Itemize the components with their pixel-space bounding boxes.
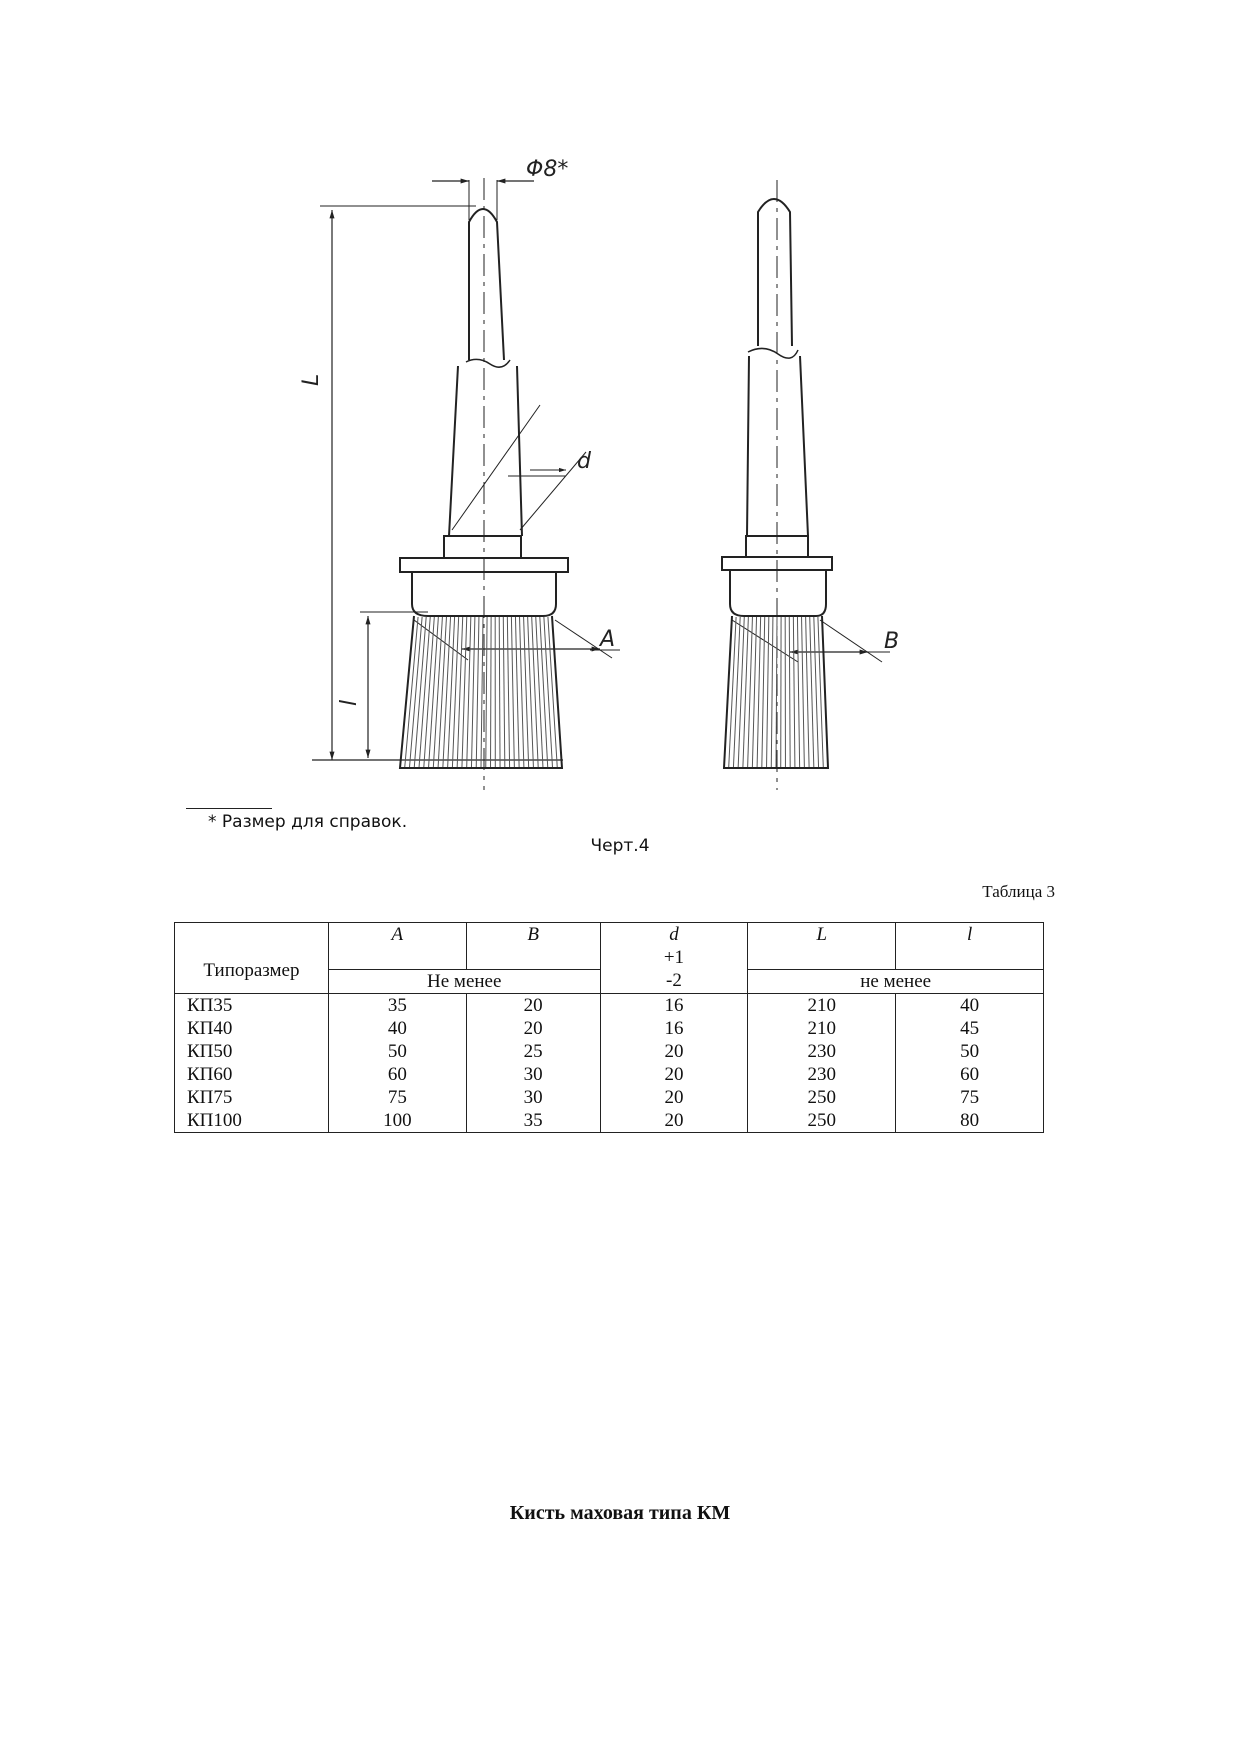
cell-d: 20 <box>600 1063 748 1086</box>
size-table <box>174 922 1044 1133</box>
cell-l: 50 <box>896 1040 1044 1063</box>
cell-d: 16 <box>600 994 748 1018</box>
length-l-label: l <box>337 699 362 706</box>
right-brush-view <box>722 180 890 790</box>
cell-d: 16 <box>600 1017 748 1040</box>
table-row <box>175 1017 1044 1040</box>
cell-L: 210 <box>748 994 896 1018</box>
cell-B: 35 <box>466 1109 600 1133</box>
table-row <box>175 1063 1044 1086</box>
header-d-minus: -2 <box>666 970 682 991</box>
cell-L: 250 <box>748 1109 896 1133</box>
cell-A: 35 <box>328 994 466 1018</box>
figure-caption: Черт.4 <box>590 836 650 856</box>
d-label: d <box>577 449 591 474</box>
table-label: Таблица 3 <box>982 882 1055 901</box>
cell-type: КП50 <box>175 1040 329 1063</box>
brush-drawing <box>0 0 1240 800</box>
cell-type: КП40 <box>175 1017 329 1040</box>
header-L: L <box>748 923 896 970</box>
table-row <box>175 1086 1044 1109</box>
header-B: B <box>466 923 600 970</box>
diameter-label: Φ8* <box>526 157 569 182</box>
table-row <box>175 1109 1044 1133</box>
table-row <box>175 994 1044 1018</box>
cell-l: 40 <box>896 994 1044 1018</box>
cell-type: КП75 <box>175 1086 329 1109</box>
cell-l: 60 <box>896 1063 1044 1086</box>
cell-B: 30 <box>466 1063 600 1086</box>
cell-type: КП35 <box>175 994 329 1018</box>
cell-l: 45 <box>896 1017 1044 1040</box>
header-d-symbol: d <box>669 924 679 945</box>
right-bristle-hatching <box>729 617 824 767</box>
cell-B: 20 <box>466 1017 600 1040</box>
cell-d: 20 <box>600 1040 748 1063</box>
footnote: * Размер для справок. <box>208 812 408 832</box>
cell-L: 250 <box>748 1086 896 1109</box>
cell-L: 230 <box>748 1063 896 1086</box>
cell-d: 20 <box>600 1109 748 1133</box>
cell-A: 50 <box>328 1040 466 1063</box>
cell-L: 210 <box>748 1017 896 1040</box>
cell-A: 75 <box>328 1086 466 1109</box>
A-label: A <box>600 627 616 652</box>
section-heading: Кисть маховая типа КМ <box>509 1502 731 1524</box>
header-d <box>600 923 748 994</box>
header-type: Типоразмер <box>175 923 329 994</box>
left-bristle-hatching <box>405 617 557 767</box>
cell-B: 30 <box>466 1086 600 1109</box>
header-l: l <box>896 923 1044 970</box>
cell-l: 80 <box>896 1109 1044 1133</box>
header-min-right: не менее <box>748 970 1044 994</box>
header-A: A <box>328 923 466 970</box>
cell-A: 60 <box>328 1063 466 1086</box>
left-brush-view <box>312 178 620 790</box>
cell-d: 20 <box>600 1086 748 1109</box>
B-label: B <box>884 629 900 654</box>
cell-type: КП60 <box>175 1063 329 1086</box>
cell-B: 20 <box>466 994 600 1018</box>
cell-A: 40 <box>328 1017 466 1040</box>
cell-B: 25 <box>466 1040 600 1063</box>
cell-l: 75 <box>896 1086 1044 1109</box>
cell-A: 100 <box>328 1109 466 1133</box>
table-row <box>175 1040 1044 1063</box>
header-min-left: Не менее <box>328 970 600 994</box>
footnote-rule <box>186 808 272 809</box>
length-L-label: L <box>299 373 324 386</box>
cell-type: КП100 <box>175 1109 329 1133</box>
header-d-plus: +1 <box>663 947 685 968</box>
cell-L: 230 <box>748 1040 896 1063</box>
